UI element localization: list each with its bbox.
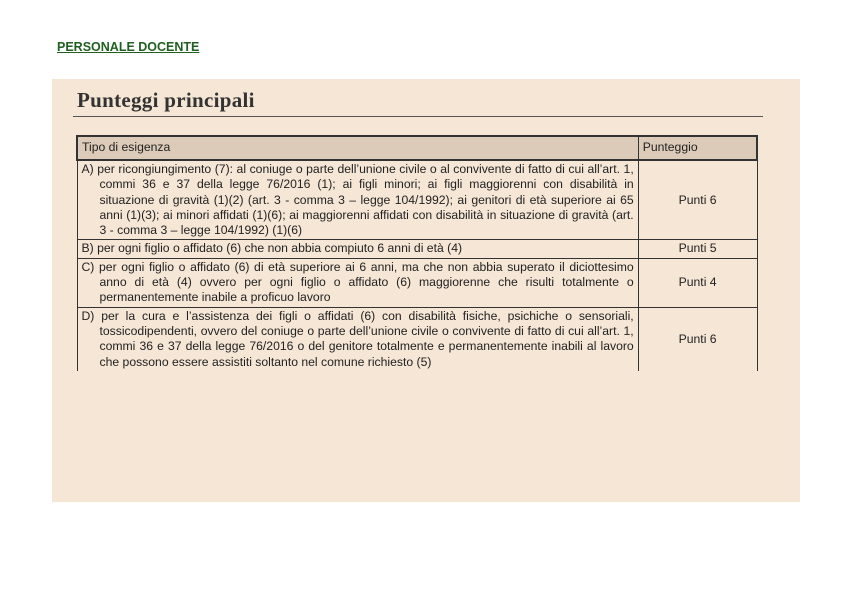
title-divider [73,116,763,117]
row-a-description [77,160,638,240]
row-d-description [77,307,638,371]
personale-docente-link[interactable]: PERSONALE DOCENTE [57,40,200,54]
row-d-text: D) per la cura e l’assistenza dei figli o affidati (6) con disabilità fisiche, psichiche o sensoriali, tossicodipendenti, ovvero del coniuge o parte dell’unione civile o convivente di fatto di cui all’art. 1, commi 36 e 37 della legge 76/2016 o del genitore totalmente e permanentemente inabili al lavoro che possono essere assistiti soltanto nel comune richiesto (5) [81,308,634,369]
row-d-score: Punti 6 [638,307,757,371]
table-header-row [77,136,757,160]
row-c-description [77,258,638,307]
header-tipo-di-esigenza: Tipo di esigenza [77,136,638,160]
table-row [77,307,757,371]
row-b-score: Punti 5 [638,240,757,258]
section-title: Punteggi principali [77,88,255,112]
row-c-score: Punti 4 [638,258,757,307]
scores-table [76,135,758,371]
row-b-description [77,240,638,258]
scores-panel [52,79,800,502]
row-a-score: Punti 6 [638,160,757,240]
row-a-text: A) per ricongiungimento (7): al coniuge o parte dell’unione civile o al convivente di fatto di cui all’art. 1, commi 36 e 37 della legge 76/2016 (1); ai figli minori; ai figli maggiorenni con disabilità in situazione di gravità (1)(2) (art. 3 - comma 3 – legge 104/1992); ai genitori di età superiore ai 65 anni (1)(3); ai minori affidati (1)(6); ai maggiorenni affidati con disabilità in situazione di gravità (art. 3 - comma 3 – legge 104/1992) (1)(6) [81,162,634,238]
header-punteggio: Punteggio [638,136,757,160]
row-c-text: C) per ogni figlio o affidato (6) di età superiore ai 6 anni, ma che non abbia superato il diciottesimo anno di età (4) ovvero per ogni figlio o affidato (6) maggiorenne che risulti totalmente o permanentemente inabile a proficuo lavoro [81,259,634,305]
row-b-text: B) per ogni figlio o affidato (6) che non abbia compiuto 6 anni di età (4) [81,241,463,256]
table-row [77,160,757,240]
table-row [77,258,757,307]
table-row [77,240,757,258]
